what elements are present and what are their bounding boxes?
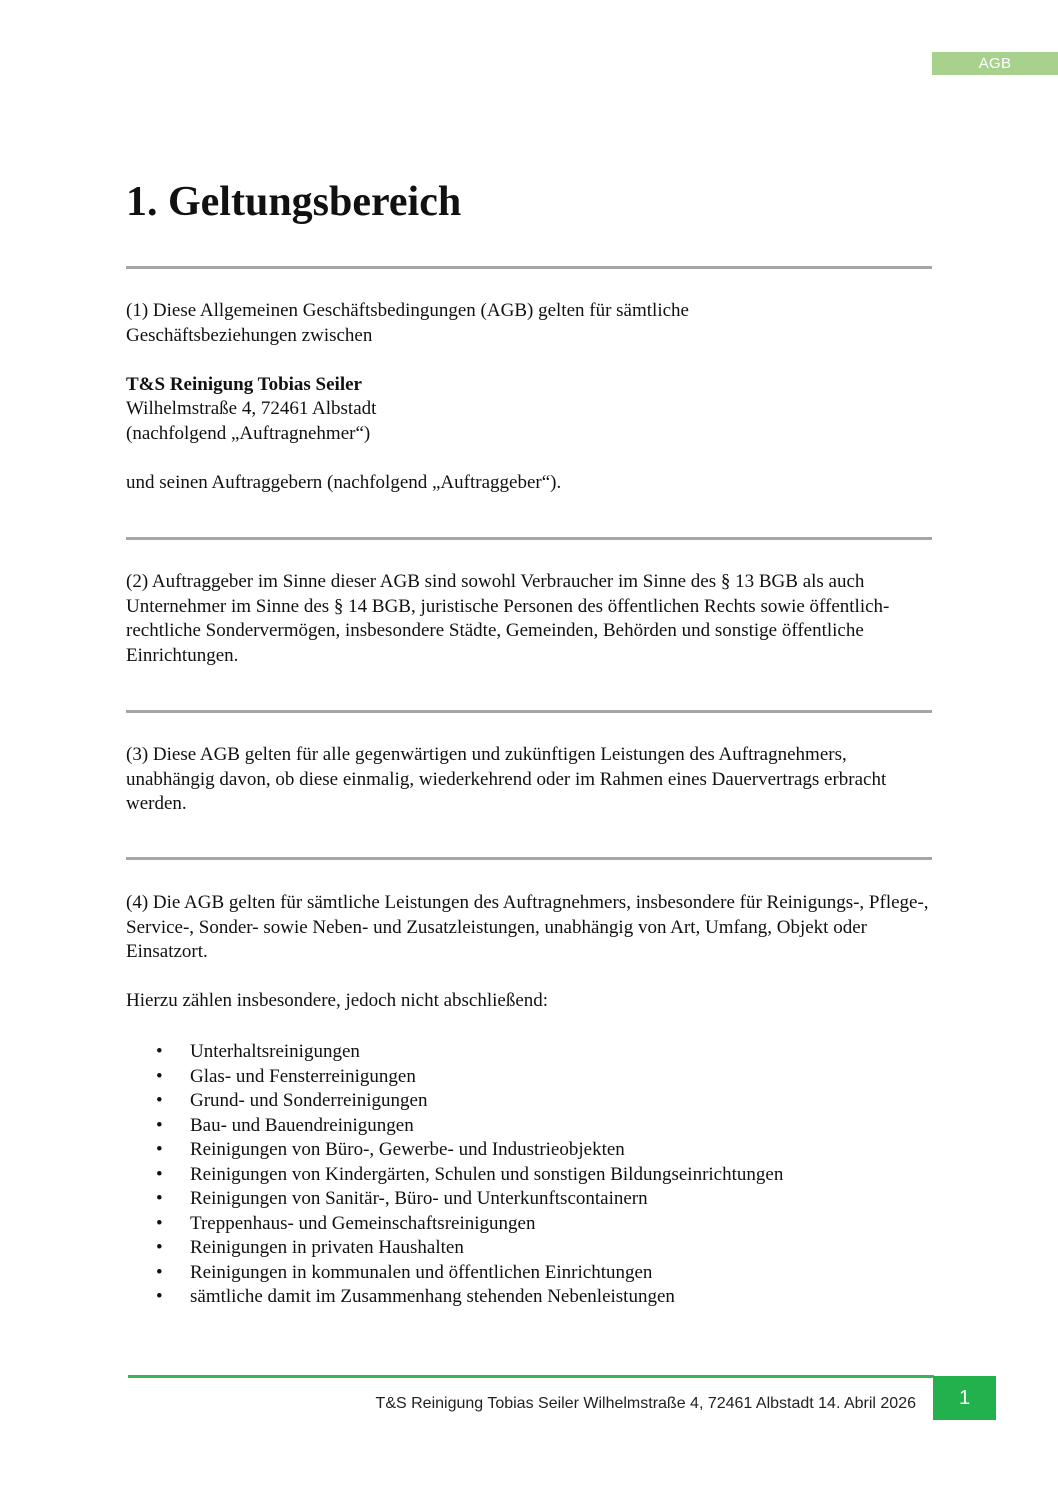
section-1-intro-line-1: (1) Diese Allgemeinen Geschäftsbedingungen (AGB) gelten für sämtliche bbox=[126, 300, 689, 321]
list-item: • Reinigungen von Büro-, Gewerbe- und Industrieobjekten bbox=[126, 1138, 932, 1163]
bullet-icon: • bbox=[156, 1286, 163, 1307]
bullet-icon: • bbox=[156, 1212, 163, 1234]
bullet-icon: • bbox=[156, 1065, 163, 1087]
section-3-text: (3) Diese AGB gelten für alle gegenwärtigen und zukünftigen Leistungen des Auftragnehmers, unabhängig davon, ob diese einmalig, wiederkehrend oder im Rahmen eines Dauervertrags erbracht werden. bbox=[126, 744, 887, 814]
section-2-text: (2) Auftraggeber im Sinne dieser AGB sind sowohl Verbraucher im Sinne des § 13 BGB als auch Unternehmer im Sinne des § 14 BGB, juristische Personen des öffentlichen Rechts sowie öffentlich-rechtliche Sondervermögen, insbesondere Städte, Gemeinden, Behörden und sonstige öffentliche Einrichtungen. bbox=[126, 571, 890, 666]
bullet-icon: • bbox=[156, 1139, 163, 1160]
bullet-icon: • bbox=[156, 1188, 163, 1209]
section-divider bbox=[126, 710, 932, 713]
company-alias: (nachfolgend „Auftragnehmer“) bbox=[126, 422, 371, 444]
list-item: • sämtliche damit im Zusammenhang stehenden Nebenleistungen bbox=[126, 1285, 932, 1310]
list-item: • Treppenhaus- und Gemeinschaftsreinigungen bbox=[126, 1212, 932, 1237]
list-intro: Hierzu zählen insbesondere, jedoch nicht abschließend: bbox=[126, 990, 549, 1011]
list-item: • Reinigungen in kommunalen und öffentlichen Einrichtungen bbox=[126, 1261, 932, 1286]
list-item: • Grund- und Sonderreinigungen bbox=[126, 1089, 932, 1114]
list-item: • Bau- und Bauendreinigungen bbox=[126, 1114, 932, 1139]
company-address: Wilhelmstraße 4, 72461 Albstadt bbox=[126, 398, 377, 419]
section-divider bbox=[126, 857, 932, 860]
list-item: • Reinigungen in privaten Haushalten bbox=[126, 1236, 932, 1261]
section-divider bbox=[126, 266, 932, 269]
footer-text: T&S Reinigung Tobias Seiler Wilhelmstraße 4, 72461 Albstadt 14. Abril 2026 bbox=[375, 1395, 916, 1412]
header-tag: AGB bbox=[932, 52, 1058, 75]
section-4-text: (4) Die AGB gelten für sämtliche Leistungen des Auftragnehmers, insbesondere für Reinigungs-, Pflege-, Service-, Sonder- sowie Neben- und Zusatzleistungen, unabhängig von Art, Umfang, Objekt oder Einsatzort. bbox=[126, 892, 929, 962]
section-divider bbox=[126, 537, 932, 540]
section-4 bbox=[126, 891, 932, 1014]
bullet-icon: • bbox=[156, 1114, 163, 1136]
footer-rule bbox=[128, 1375, 934, 1378]
section-1 bbox=[126, 299, 932, 495]
clients-line: und seinen Auftraggebern (nachfolgend „Auftraggeber“). bbox=[126, 471, 562, 493]
page-number: 1 bbox=[933, 1376, 996, 1420]
section-3 bbox=[126, 743, 932, 817]
section-1-intro-line-2: Geschäftsbeziehungen zwischen bbox=[126, 324, 373, 346]
list-item: • Unterhaltsreinigungen bbox=[126, 1040, 932, 1065]
bullet-icon: • bbox=[156, 1261, 163, 1283]
company-name: T&S Reinigung Tobias Seiler bbox=[126, 373, 362, 395]
bullet-icon: • bbox=[156, 1090, 163, 1111]
bullet-icon: • bbox=[156, 1041, 163, 1062]
section-2 bbox=[126, 570, 932, 668]
bullet-icon: • bbox=[156, 1237, 163, 1258]
list-item: • Glas- und Fensterreinigungen bbox=[126, 1065, 932, 1090]
page-title: 1. Geltungsbereich bbox=[126, 179, 462, 225]
list-item: • Reinigungen von Kindergärten, Schulen und sonstigen Bildungseinrichtungen bbox=[126, 1163, 932, 1188]
list-item: • Reinigungen von Sanitär-, Büro- und Unterkunftscontainern bbox=[126, 1187, 932, 1212]
service-list bbox=[126, 1040, 932, 1310]
bullet-icon: • bbox=[156, 1163, 163, 1185]
